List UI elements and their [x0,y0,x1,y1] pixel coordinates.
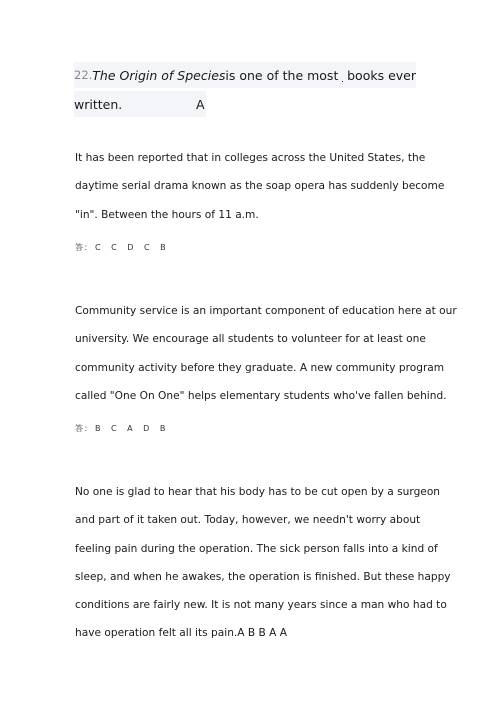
passage-line: and part of it taken out. Today, however, we needn't worry about [75,514,421,527]
answer-letters: C C D C B [95,243,167,252]
passage-line: "in". Between the hours of 11 a.m. [75,208,259,221]
answer-key-2 [75,423,166,434]
answer-key-1 [75,242,167,253]
question-line2-text: written. [74,96,123,112]
passage-line: conditions are fairly new. It is not many years since a man who had to [75,599,447,612]
passage-line: university. We encourage all students to volunteer for at least one [75,333,426,346]
passage-1 [75,144,445,229]
passage-line: feeling pain during the operation. The sick person falls into a kind of [75,542,438,555]
question-text-end: books ever [347,67,416,83]
passage-line: Community service is an important component of education here at our [75,305,457,317]
passage-3 [75,478,451,648]
passage-line: It has been reported that in colleges across the United States, the [75,152,426,164]
passage-line: daytime serial drama known as the soap opera has suddenly become [75,180,445,193]
book-title: The Origin of Species [92,67,226,83]
answer-letters: B C A D B [95,424,167,433]
passage-line: No one is glad to hear that his body has to be cut open by a surgeon [75,486,441,498]
answer-label: 答： [75,243,93,252]
passage-2 [75,297,457,410]
question-line-2 [74,91,206,117]
passage-line: community activity before they graduate. A new community program [75,361,445,374]
answer-label: 答： [75,424,93,433]
passage-line: called "One On One" helps elementary students who've fallen behind. [75,389,447,402]
passage-line: sleep, and when he awakes, the operation is finished. But these happy [75,570,451,583]
passage-line: have operation felt all its pain.A B B A A [75,627,288,640]
question-line-1 [74,62,416,88]
question-number: 22. [74,68,93,82]
question-text: is one of the most [225,67,339,83]
question-answer: A [196,96,205,112]
answer-blank [342,69,343,82]
